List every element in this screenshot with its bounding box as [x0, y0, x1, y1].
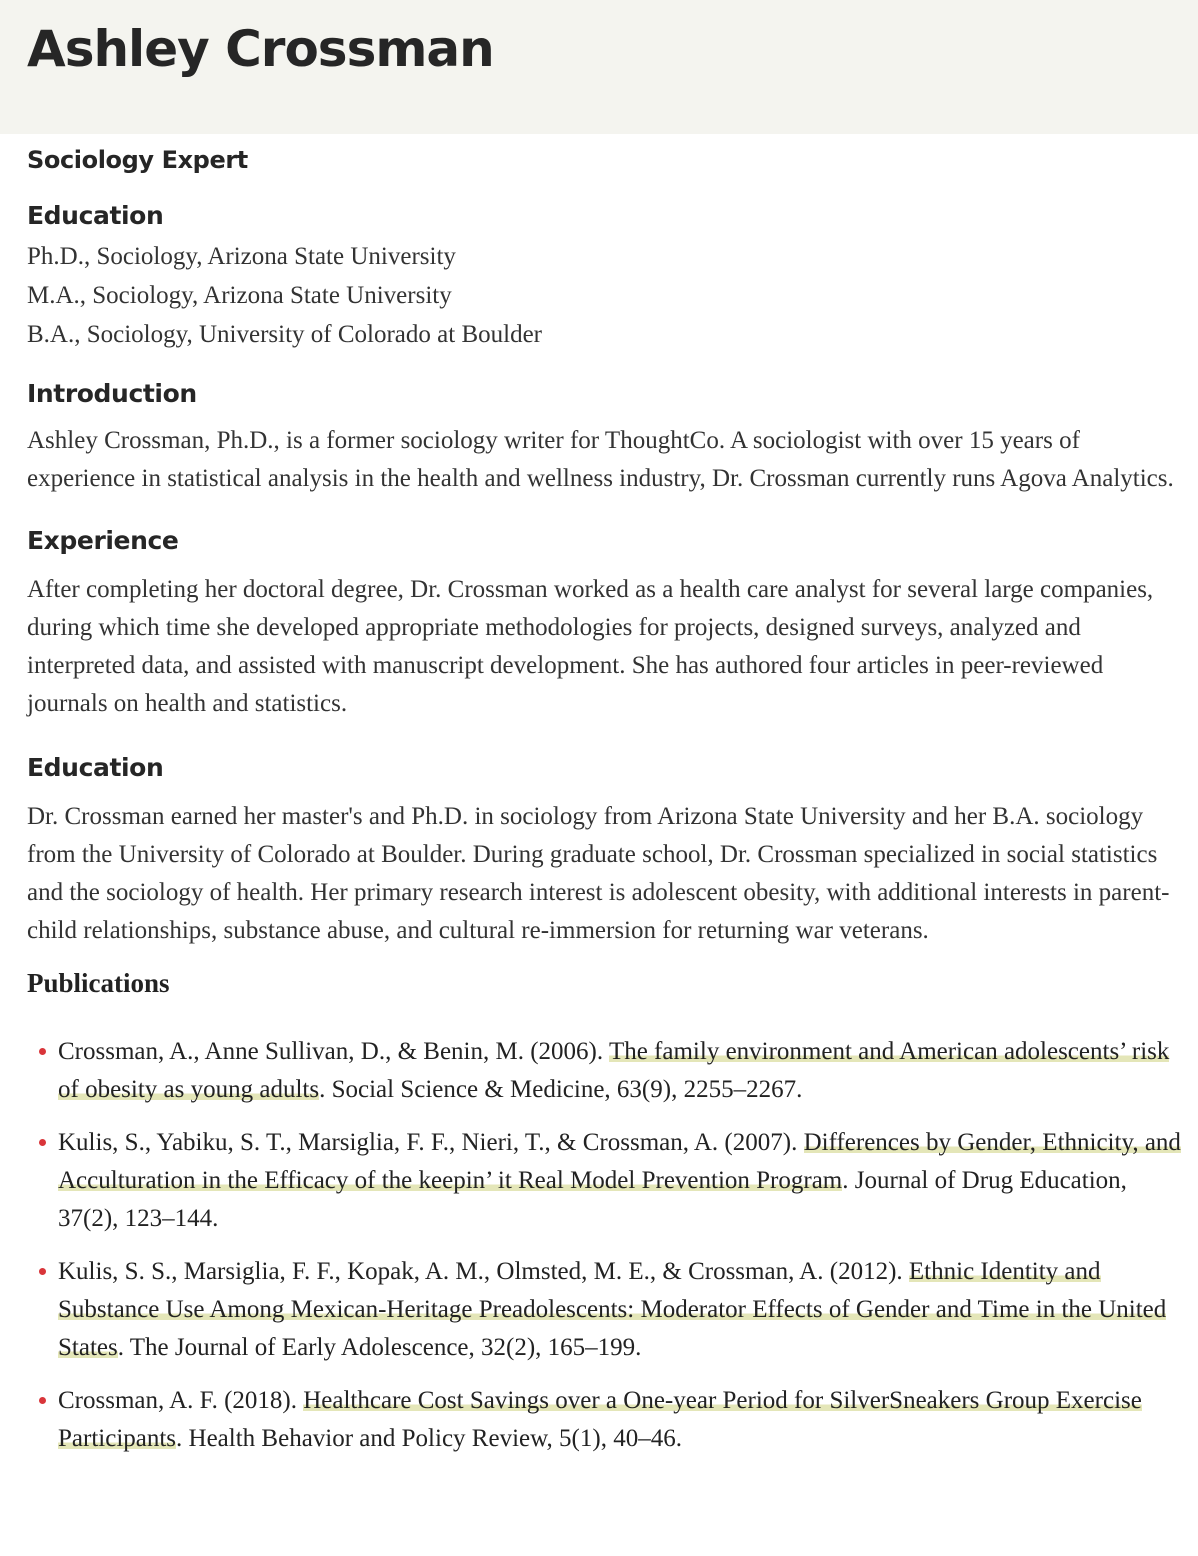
publication-source: . The Journal of Early Adolescence, 32(2), 165–199.: [117, 1334, 642, 1361]
introduction-heading: Introduction: [27, 379, 197, 408]
profile-content: [27, 142, 1182, 1473]
publication-title-link[interactable]: The family environment and American adolescents’ risk of obesity as young adults: [58, 1038, 1170, 1103]
publication-source: . Health Behavior and Policy Review, 5(1), 40–46.: [176, 1425, 682, 1452]
publication-source: . Social Science & Medicine, 63(9), 2255–2267.: [319, 1076, 803, 1103]
publication-title-link[interactable]: Ethnic Identity and Substance Use Among Mexican-Heritage Preadolescents: Moderator Effects of Gender and Time in the United States: [58, 1258, 1167, 1361]
publication-authors: Kulis, S., Yabiku, S. T., Marsiglia, F. F., Nieri, T., & Crossman, A. (2007).: [58, 1129, 804, 1156]
experience-text: After completing her doctoral degree, Dr. Crossman worked as a health care analyst for several large companies, during which time she developed appropriate methodologies for projects, designed surveys, analyzed and interpreted data, and assisted with manuscript development. She has authored four articles in peer-reviewed journals on health and statistics.: [27, 576, 1154, 717]
bullet-icon: [39, 1268, 46, 1275]
publication-authors: Crossman, A. F. (2018).: [58, 1387, 304, 1414]
publication-source: . Journal of Drug Education, 37(2), 123–144.: [58, 1167, 1127, 1232]
publication-authors: Kulis, S. S., Marsiglia, F. F., Kopak, A. M., Olmsted, M. E., & Crossman, A. (2012).: [58, 1258, 909, 1285]
publication-authors: Crossman, A., Anne Sullivan, D., & Benin, M. (2006).: [58, 1038, 609, 1065]
education-heading: Education: [27, 201, 164, 230]
publication-title-link[interactable]: Healthcare Cost Savings over a One-year Period for SilverSneakers Group Exercise Participants: [58, 1387, 1142, 1452]
header-band: [0, 0, 1198, 134]
bullet-icon: [39, 1048, 46, 1055]
publication-title-link[interactable]: Differences by Gender, Ethnicity, and Acculturation in the Efficacy of the keepin’ it Real Model Prevention Program: [58, 1129, 1181, 1194]
page-title: Ashley Crossman: [27, 20, 494, 78]
publication-list: [27, 1033, 1182, 1458]
bullet-icon: [39, 1397, 46, 1404]
publications-heading: Publications: [27, 968, 170, 998]
degree-item: M.A., Sociology, Arizona State University: [27, 282, 452, 309]
introduction-text: Ashley Crossman, Ph.D., is a former sociology writer for ThoughtCo. A sociologist with over 15 years of experience in statistical analysis in the health and wellness industry, Dr. Crossman currently runs Agova Analytics.: [27, 427, 1174, 492]
bullet-icon: [39, 1139, 46, 1146]
degree-item: B.A., Sociology, University of Colorado at Boulder: [27, 321, 542, 348]
publication-item: [27, 1033, 1182, 1109]
expert-subtitle: Sociology Expert: [27, 146, 248, 174]
education-detail-text: Dr. Crossman earned her master's and Ph.D. in sociology from Arizona State University and her B.A. sociology from the University of Colorado at Boulder. During graduate school, Dr. Crossman specialized in social statistics and the sociology of health. Her primary research interest is adolescent obesity, with additional interests in parent-child relationships, substance abuse, and cultural re-immersion for returning war veterans.: [27, 803, 1170, 944]
publication-item: [27, 1253, 1182, 1367]
experience-heading: Experience: [27, 526, 179, 555]
degree-list: [27, 237, 1182, 354]
publication-item: [27, 1124, 1182, 1238]
publication-item: [27, 1382, 1182, 1458]
education-detail-heading: Education: [27, 753, 164, 782]
degree-item: Ph.D., Sociology, Arizona State University: [27, 243, 456, 270]
